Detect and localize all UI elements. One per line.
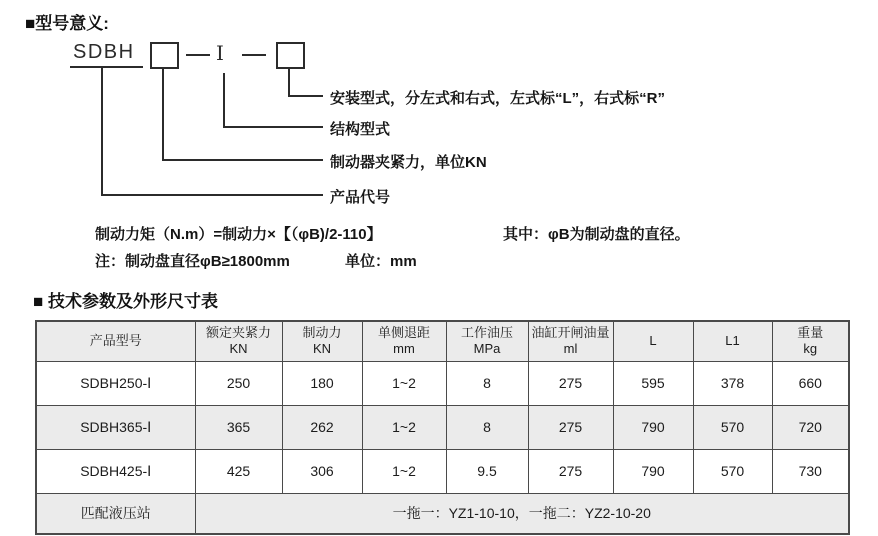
label-clamp-force: 制动器夹紧力，单位KN — [330, 154, 487, 171]
footer-label: 匹配液压站 — [36, 493, 195, 534]
clamp-force-code-box — [150, 42, 179, 69]
torque-formula: 制动力矩（N.m）=制动力×【（φB)/2-110】 — [95, 226, 382, 243]
col-header-L1: L1 — [693, 321, 772, 361]
connector-line — [162, 159, 323, 161]
cell: 250 — [195, 361, 282, 405]
prefix-underline — [70, 66, 143, 68]
separator-dash — [186, 54, 210, 56]
cell-model: SDBH365-Ⅰ — [36, 405, 195, 449]
cell: 378 — [693, 361, 772, 405]
cell: 8 — [446, 405, 528, 449]
table-row — [36, 361, 849, 405]
cell: 275 — [528, 361, 613, 405]
cell: 365 — [195, 405, 282, 449]
connector-line — [288, 67, 290, 97]
table-footer-row — [36, 493, 849, 534]
install-type-code-box — [276, 42, 305, 69]
label-product-code: 产品代号 — [330, 189, 391, 206]
connector-line — [223, 73, 225, 128]
model-prefix: SDBH — [73, 41, 135, 63]
cell: 570 — [693, 449, 772, 493]
spec-table — [35, 320, 850, 535]
connector-line — [101, 68, 103, 196]
footer-value: 一拖一：YZ1-10-10，一拖二：YZ2-10-20 — [195, 493, 849, 534]
cell: 790 — [613, 449, 693, 493]
cell: 1~2 — [362, 405, 446, 449]
cell: 275 — [528, 449, 613, 493]
unit-note: 单位：mm — [345, 253, 417, 270]
connector-line — [288, 95, 323, 97]
cell: 570 — [693, 405, 772, 449]
connector-line — [162, 67, 164, 161]
label-structure-type: 结构型式 — [330, 121, 391, 138]
cell-model: SDBH425-Ⅰ — [36, 449, 195, 493]
col-header-retract: 单侧退距 mm — [362, 321, 446, 361]
cell: 180 — [282, 361, 362, 405]
col-header-oil-pressure: 工作油压 MPa — [446, 321, 528, 361]
connector-line — [223, 126, 323, 128]
col-header-brake-force: 制动力 KN — [282, 321, 362, 361]
separator-dash — [242, 54, 266, 56]
cell: 275 — [528, 405, 613, 449]
table-row — [36, 405, 849, 449]
col-header-model: 产品型号 — [36, 321, 195, 361]
cell: 8 — [446, 361, 528, 405]
label-install-type: 安装型式，分左式和右式，左式标“L”，右式标“R” — [330, 90, 665, 107]
cell: 262 — [282, 405, 362, 449]
cell: 790 — [613, 405, 693, 449]
col-header-oil-volume: 油缸开闸油量 ml — [528, 321, 613, 361]
cell: 425 — [195, 449, 282, 493]
cell: 595 — [613, 361, 693, 405]
col-header-weight: 重量 kg — [772, 321, 849, 361]
section-title-model-meaning: ■型号意义: — [25, 14, 109, 33]
cell: 9.5 — [446, 449, 528, 493]
cell: 306 — [282, 449, 362, 493]
col-header-rated-clamp: 额定夹紧力 KN — [195, 321, 282, 361]
table-header-row — [36, 321, 849, 361]
cell: 1~2 — [362, 361, 446, 405]
col-header-L: L — [613, 321, 693, 361]
cell: 660 — [772, 361, 849, 405]
disc-diameter-note: 注：制动盘直径φB≥1800mm — [95, 253, 290, 270]
formula-note: 其中：φB为制动盘的直径。 — [503, 226, 690, 243]
structure-code: Ⅰ — [216, 41, 224, 65]
table-row — [36, 449, 849, 493]
cell-model: SDBH250-Ⅰ — [36, 361, 195, 405]
cell: 730 — [772, 449, 849, 493]
connector-line — [101, 194, 323, 196]
section-title-tech-params: ■ 技术参数及外形尺寸表 — [33, 292, 218, 311]
cell: 1~2 — [362, 449, 446, 493]
cell: 720 — [772, 405, 849, 449]
